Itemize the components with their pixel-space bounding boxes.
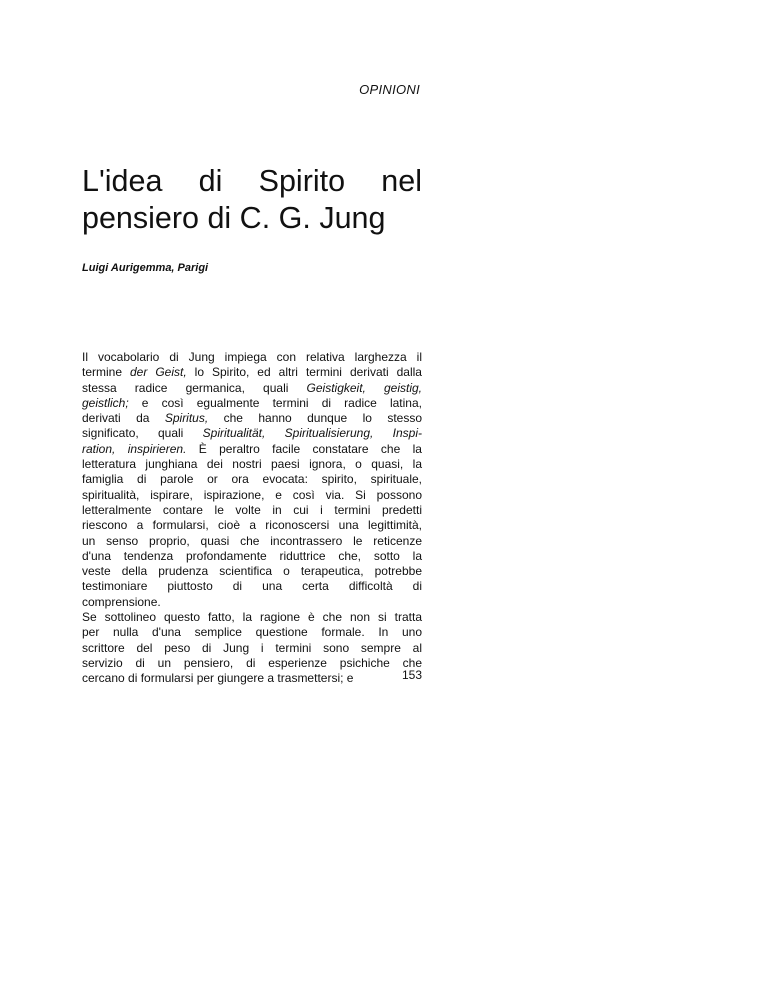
body-line — [82, 411, 422, 426]
body-text-segment: stessa radice germanica, quali — [82, 380, 307, 395]
body-text-segment: letteratura junghiana dei nostri paesi ignora, o quasi, la — [82, 457, 422, 472]
page-number: 153 — [401, 668, 422, 682]
body-text-italic: Geistigkeit, geistig, — [306, 380, 422, 395]
article-title — [82, 163, 422, 237]
body-text-segment: derivati da — [82, 411, 165, 426]
body-line — [82, 625, 422, 640]
title-line: L'idea di Spirito nel — [82, 164, 422, 198]
body-text-segment: letteralmente contare le volte in cui i termini predetti — [82, 502, 422, 517]
body-line — [82, 350, 422, 365]
section-label: OPINIONI — [359, 82, 420, 97]
body-text-segment: per nulla d'una semplice questione formale. In uno — [82, 625, 422, 640]
body-text-segment: riescono a formularsi, cioè a riconoscersi una legittimità, — [82, 518, 422, 533]
author-byline: Luigi Aurigemma, Parigi — [82, 262, 209, 274]
body-text-segment: lo Spirito, ed altri termini derivati dalla — [186, 365, 422, 380]
body-text-segment: scrittore del peso di Jung i termini sono sempre al — [82, 640, 422, 655]
body-text-segment: Il vocabolario di Jung impiega con relativa larghezza il — [82, 350, 422, 364]
body-text-segment: cercano di formularsi per giungere a trasmettersi; e — [82, 671, 354, 686]
body-text-segment: Se sottolineo questo fatto, la ragione è che non si tratta — [82, 610, 422, 625]
body-line — [82, 365, 422, 380]
body-text-segment: famiglia di parole or ora evocata: spirito, spirituale, — [82, 472, 422, 487]
body-line — [82, 518, 422, 533]
body-text-segment: d'una tendenza profondamente riduttrice che, sotto la — [82, 548, 422, 563]
body-line — [82, 641, 422, 656]
body-text-segment: e così egualmente termini di radice latina, — [128, 395, 422, 410]
body-line — [82, 442, 422, 457]
body-line — [82, 564, 422, 579]
body-text-italic: Spiritus, — [164, 411, 209, 426]
body-text-segment: comprensione. — [82, 594, 161, 609]
body-text-segment: che hanno dunque lo stesso — [208, 411, 423, 426]
body-text-segment: servizio di un pensiero, di esperienze psichiche che — [82, 655, 422, 670]
body-line — [82, 457, 422, 472]
body-line — [82, 381, 422, 396]
body-text-italic: geistlich; — [82, 395, 129, 410]
body-line — [82, 396, 422, 411]
body-line — [82, 534, 422, 549]
body-line — [82, 610, 422, 625]
body-text-segment: termine — [82, 365, 130, 380]
body-line — [82, 656, 422, 671]
article-body — [82, 350, 422, 687]
body-text-segment: significato, quali — [82, 426, 203, 441]
body-text-segment: veste della prudenza scientifica o terapeutica, potrebbe — [82, 564, 422, 579]
body-text-segment: È peraltro facile constatare che la — [186, 441, 422, 456]
body-line — [82, 671, 422, 686]
body-text-italic: der Geist, — [130, 365, 187, 380]
body-line — [82, 595, 422, 610]
body-text-segment: testimoniare piuttosto di una certa difficoltà di — [82, 579, 422, 594]
body-line — [82, 579, 422, 594]
body-line — [82, 488, 422, 503]
body-line — [82, 503, 422, 518]
body-line — [82, 426, 422, 441]
body-text-italic: Spiritualität, Spiritualisierung, Inspi- — [202, 426, 423, 441]
body-text-segment: spiritualità, ispirare, ispirazione, e così via. Si possono — [82, 487, 422, 502]
body-text-segment: un senso proprio, quasi che incontrassero le reticenze — [82, 533, 422, 548]
body-line — [82, 472, 422, 487]
body-text-italic: ration, inspirieren. — [82, 441, 187, 456]
title-line: pensiero di C. G. Jung — [82, 201, 386, 235]
body-line — [82, 549, 422, 564]
